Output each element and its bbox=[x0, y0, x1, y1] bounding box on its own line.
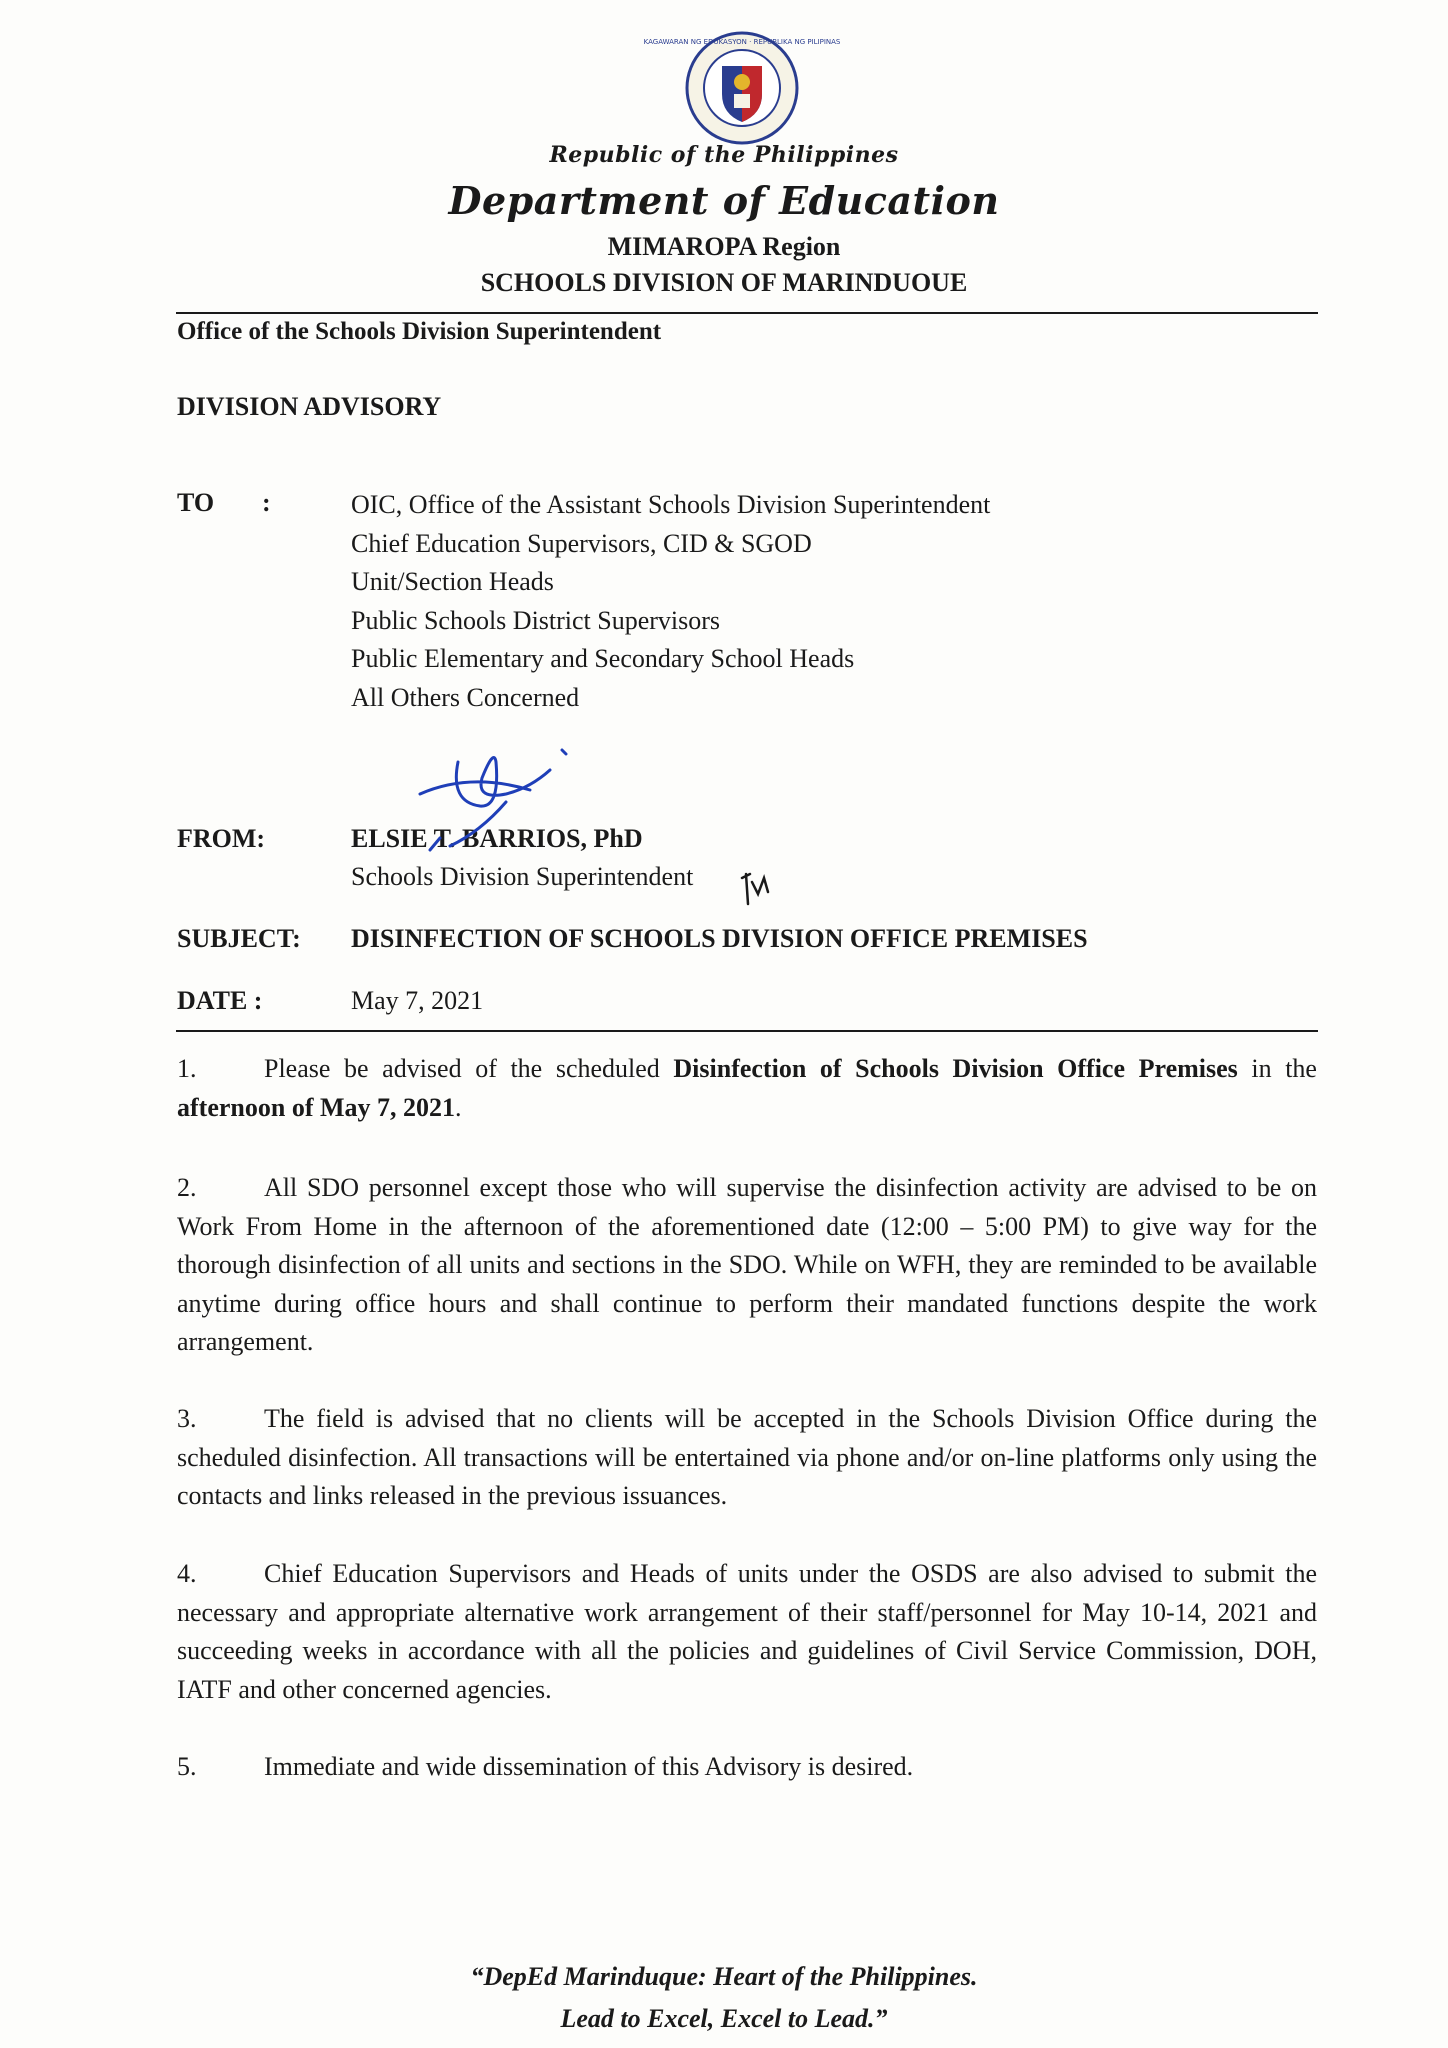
republic-heading: Republic of the Philippines bbox=[549, 142, 899, 168]
paragraph-text: . bbox=[455, 1092, 462, 1122]
paragraph-number: 1. bbox=[177, 1054, 197, 1083]
memo-divider bbox=[176, 1030, 1318, 1032]
recipient-item: Unit/Section Heads bbox=[351, 567, 554, 597]
recipient-item: Chief Education Supervisors, CID & SGOD bbox=[351, 528, 812, 558]
paragraph-number: 3. bbox=[177, 1404, 197, 1433]
recipient-item: OIC, Office of the Assistant Schools Division Superintendent bbox=[351, 490, 991, 519]
office-name: Office of the Schools Division Superintendent bbox=[177, 318, 662, 345]
recipient-item: All Others Concerned bbox=[351, 682, 580, 712]
paragraph-2 bbox=[177, 1169, 1317, 1362]
paragraph-text: in the bbox=[1237, 1054, 1317, 1083]
deped-seal-icon bbox=[643, 30, 841, 146]
date-label: DATE : bbox=[177, 986, 263, 1015]
signature-icon bbox=[410, 742, 590, 852]
subject-text: DISINFECTION OF SCHOOLS DIVISION OFFICE PREMISES bbox=[351, 924, 1088, 953]
sender-name: ELSIE T. BARRIOS, PhD bbox=[351, 824, 643, 853]
to-colon: : bbox=[262, 488, 271, 517]
paragraph-number: 5. bbox=[177, 1752, 197, 1781]
paragraph-number: 4. bbox=[177, 1559, 197, 1588]
paragraph-text: The field is advised that no clients will be accepted in the Schools Division Office during the scheduled disinfection. All transactions will be entertained via phone and/or on-line platforms only using the contacts and links released in the previous issuances. bbox=[177, 1404, 1317, 1510]
paragraph-text: All SDO personnel except those who will supervise the disinfection activity are advised to be on Work From Home in the afternoon of the aforementioned date (12:00 – 5:00 PM) to give way for the thorough disinfection of all units and sections in the SDO. While on WFH, they are reminded to be available anytime during office hours and shall continue to perform their mandated functions despite the work arrangement. bbox=[177, 1173, 1317, 1356]
recipients-list bbox=[351, 488, 990, 720]
date-text: May 7, 2021 bbox=[351, 986, 484, 1015]
recipient-item: Public Schools District Supervisors bbox=[351, 605, 721, 635]
from-label: FROM: bbox=[177, 824, 266, 853]
paragraph-bold-text: afternoon of May 7, 2021 bbox=[177, 1092, 456, 1122]
paragraph-3 bbox=[177, 1400, 1317, 1516]
paragraph-5 bbox=[177, 1748, 1317, 1787]
division-heading: SCHOOLS DIVISION OF MARINDUOUE bbox=[480, 268, 968, 297]
region-heading: MIMAROPA Region bbox=[607, 232, 841, 261]
to-label: TO bbox=[177, 488, 215, 517]
footer-tagline-continued: Lead to Excel, Excel to Lead.” bbox=[560, 2004, 888, 2033]
subject-label: SUBJECT: bbox=[177, 924, 301, 953]
department-heading: Department of Education bbox=[448, 178, 1000, 223]
paragraph-number: 2. bbox=[177, 1173, 197, 1202]
advisory-title: DIVISION ADVISORY bbox=[177, 392, 442, 421]
paragraph-4 bbox=[177, 1555, 1317, 1709]
recipient-item: Public Elementary and Secondary School Heads bbox=[351, 644, 855, 674]
header-divider bbox=[176, 312, 1318, 314]
paragraph-text: Chief Education Supervisors and Heads of units under the OSDS are also advised to submit the necessary and appropriate alternative work arrangement of their staff/personnel for May 10-14, 2021 and succeeding weeks in accordance with all the policies and guidelines of Civil Service Commission, DOH, IATF and other concerned agencies. bbox=[177, 1559, 1317, 1704]
initials-icon bbox=[738, 864, 774, 910]
paragraph-1 bbox=[177, 1050, 1317, 1127]
paragraph-text: Please be advised of the scheduled bbox=[264, 1054, 674, 1083]
paragraph-bold-text: Disinfection of Schools Division Office Premises bbox=[673, 1054, 1238, 1083]
paragraph-text: Immediate and wide dissemination of this Advisory is desired. bbox=[264, 1752, 914, 1781]
seal-text: KAGAWARAN NG EDUKASYON · REPUBLIKA NG PILIPINAS bbox=[643, 38, 841, 46]
footer-tagline: “DepEd Marinduque: Heart of the Philippines. bbox=[470, 1962, 978, 1991]
sender-title: Schools Division Superintendent bbox=[351, 862, 694, 891]
